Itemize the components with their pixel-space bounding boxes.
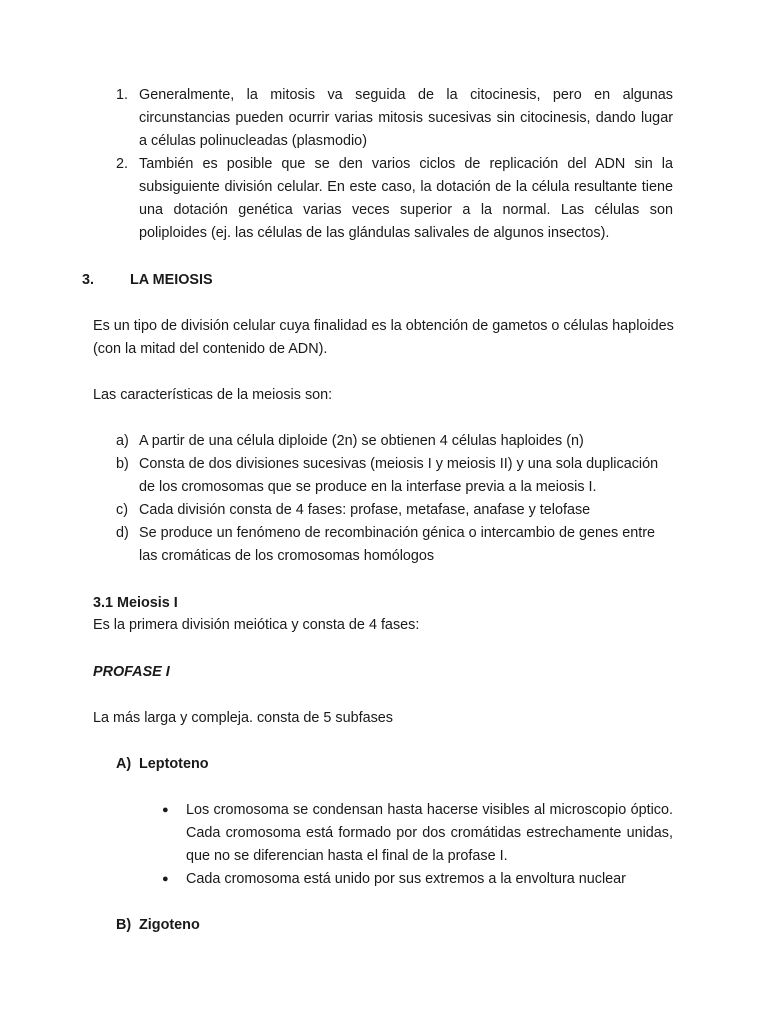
list-item-text: Generalmente, la mitosis va seguida de la citocinesis, pero en algunas circunstancias pueden ocurrir varias mitosis sucesivas sin citocinesis, dando lugar a células polinucleadas (plasmodio)	[139, 87, 673, 149]
section-number: 3.	[82, 272, 95, 288]
bullet-text: Cada cromosoma está unido por sus extremos a la envoltura nuclear	[186, 871, 626, 887]
characteristic-item: Consta de dos divisiones sucesivas (meiosis I y meiosis II) y una sola duplicación de los cromosomas que se produce en la interfase previa a la meiosis I.	[139, 456, 659, 495]
subphase-title: Zigoteno	[139, 917, 200, 933]
subphase-marker: A)	[116, 756, 132, 772]
list-marker: b)	[116, 456, 129, 472]
list-item-text: También es posible que se den varios ciclos de replicación del ADN sin la subsiguiente división celular. En este caso, la dotación de la célula resultante tiene una dotación genética varias veces superior a la normal. Las células son poliploides (ej. las células de las glándulas salivales de algunos insectos).	[139, 156, 673, 241]
subsection-title: 3.1 Meiosis I	[93, 595, 178, 611]
characteristic-item: Cada división consta de 4 fases: profase, metafase, anafase y telofase	[139, 502, 591, 518]
characteristics-intro: Las características de la meiosis son:	[93, 387, 333, 403]
section-title: LA MEIOSIS	[130, 272, 213, 288]
characteristic-item: A partir de una célula diploide (2n) se obtienen 4 células haploides (n)	[139, 433, 584, 449]
list-marker: a)	[116, 433, 129, 449]
list-marker: d)	[116, 525, 129, 541]
subsection-intro: Es la primera división meiótica y consta de 4 fases:	[93, 617, 420, 633]
list-marker: c)	[116, 502, 128, 518]
section-intro-paragraph: Es un tipo de división celular cuya finalidad es la obtención de gametos o células haploides (con la mitad del contenido de ADN).	[93, 318, 674, 357]
list-marker: 1.	[116, 87, 129, 103]
bullet-text: Los cromosoma se condensan hasta hacerse visibles al microscopio óptico. Cada cromosoma está formado por dos cromátidas estrechamente unidas, que no se diferencian hasta el final de la profase I.	[186, 802, 673, 864]
characteristic-item: Se produce un fenómeno de recombinación génica o intercambio de genes entre las cromáticas de los cromosomas homólogos	[139, 525, 656, 564]
phase-title: PROFASE I	[93, 664, 170, 680]
bullet-icon: ●	[162, 804, 169, 816]
phase-intro: La más larga y compleja. consta de 5 subfases	[93, 710, 393, 726]
subphase-title: Leptoteno	[139, 756, 209, 772]
list-marker: 2.	[116, 156, 129, 172]
subphase-marker: B)	[116, 917, 132, 933]
bullet-icon: ●	[162, 873, 169, 885]
